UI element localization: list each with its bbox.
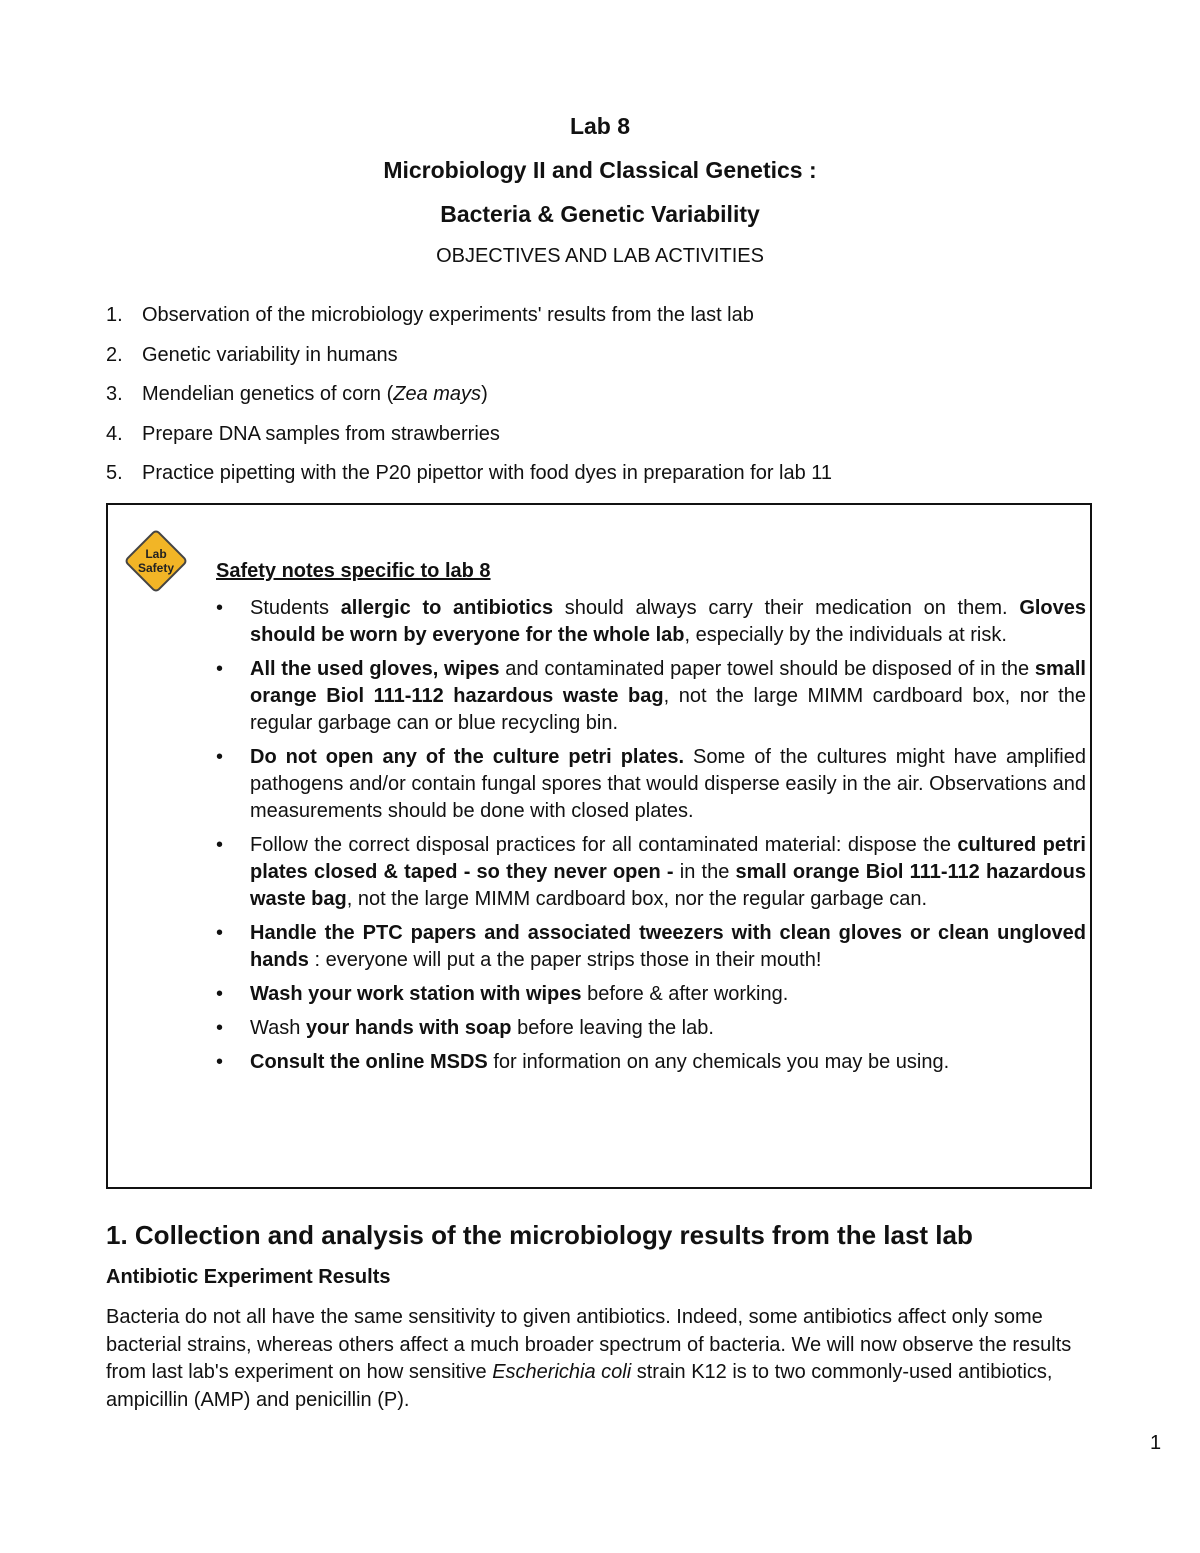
lab-subtitle-2: Bacteria & Genetic Variability <box>440 201 760 227</box>
svg-text:Lab: Lab <box>145 547 167 561</box>
objective-item: 1. Observation of the microbiology experiments' results from the last lab <box>106 304 754 326</box>
safety-list <box>216 595 1086 1083</box>
safety-item: • Students allergic to antibiotics should always carry their medication on them. Gloves should be worn by everyone for the whole lab, especially by the individuals at risk. <box>216 597 1087 646</box>
safety-notes-box <box>106 503 1092 1189</box>
objective-item: 5. Practice pipetting with the P20 pipettor with food dyes in preparation for lab 11 <box>106 462 833 484</box>
lab-safety-icon <box>120 525 192 597</box>
objectives-heading: OBJECTIVES AND LAB ACTIVITIES <box>436 245 764 267</box>
section-subheading: Antibiotic Experiment Results <box>106 1266 391 1288</box>
safety-item: • Wash your work station with wipes before & after working. <box>216 983 789 1005</box>
body-paragraph: Bacteria do not all have the same sensitivity to given antibiotics. Indeed, some antibiotics affect only some bacterial strains, whereas others affect a much broader spectrum of bacteria. We will now observe the results from last lab's experiment on how sensitive Escherichia coli strain K12 is to two commonly-used antibiotics, ampicillin (AMP) and penicillin (P). <box>106 1306 1072 1411</box>
safety-item: • Follow the correct disposal practices for all contaminated material: dispose the cultured petri plates closed & taped - so they never open - in the small orange Biol 111-112 hazardous waste bag, not the large MIMM cardboard box, nor the regular garbage can. <box>216 834 1086 910</box>
safety-item: • Consult the online MSDS for information on any chemicals you may be using. <box>216 1051 950 1073</box>
objective-item: 4. Prepare DNA samples from strawberries <box>106 422 500 445</box>
lab-subtitle: Microbiology II and Classical Genetics : <box>383 157 817 183</box>
section-heading: 1. Collection and analysis of the microbiology results from the last lab <box>106 1220 973 1250</box>
lab-title: Lab 8 <box>569 113 631 139</box>
safety-item: • Wash your hands with soap before leaving the lab. <box>216 1017 714 1039</box>
safety-item: • All the used gloves, wipes and contaminated paper towel should be disposed of in the small orange Biol 111-112 hazardous waste bag, not the large MIMM cardboard box, nor the regular garbage can or blue recycling bin. <box>216 658 1086 734</box>
objective-item: 3. Mendelian genetics of corn (Zea mays) <box>106 383 488 405</box>
title-block <box>0 104 1200 270</box>
safety-item: • Handle the PTC papers and associated tweezers with clean gloves or clean ungloved hands : everyone will put a the paper strips those in their mouth! <box>216 922 1086 971</box>
svg-text:Safety: Safety <box>137 561 175 575</box>
safety-heading: Safety notes specific to lab 8 <box>216 560 491 582</box>
safety-item: • Do not open any of the culture petri plates. Some of the cultures might have amplified pathogens and/or contain fungal spores that would disperse easily in the air. Observations and measurements should be done with closed plates. <box>216 746 1086 822</box>
objectives-list <box>106 296 1106 494</box>
objective-item: 2. Genetic variability in humans <box>106 343 398 366</box>
page-number: 1 <box>1150 1432 1162 1454</box>
